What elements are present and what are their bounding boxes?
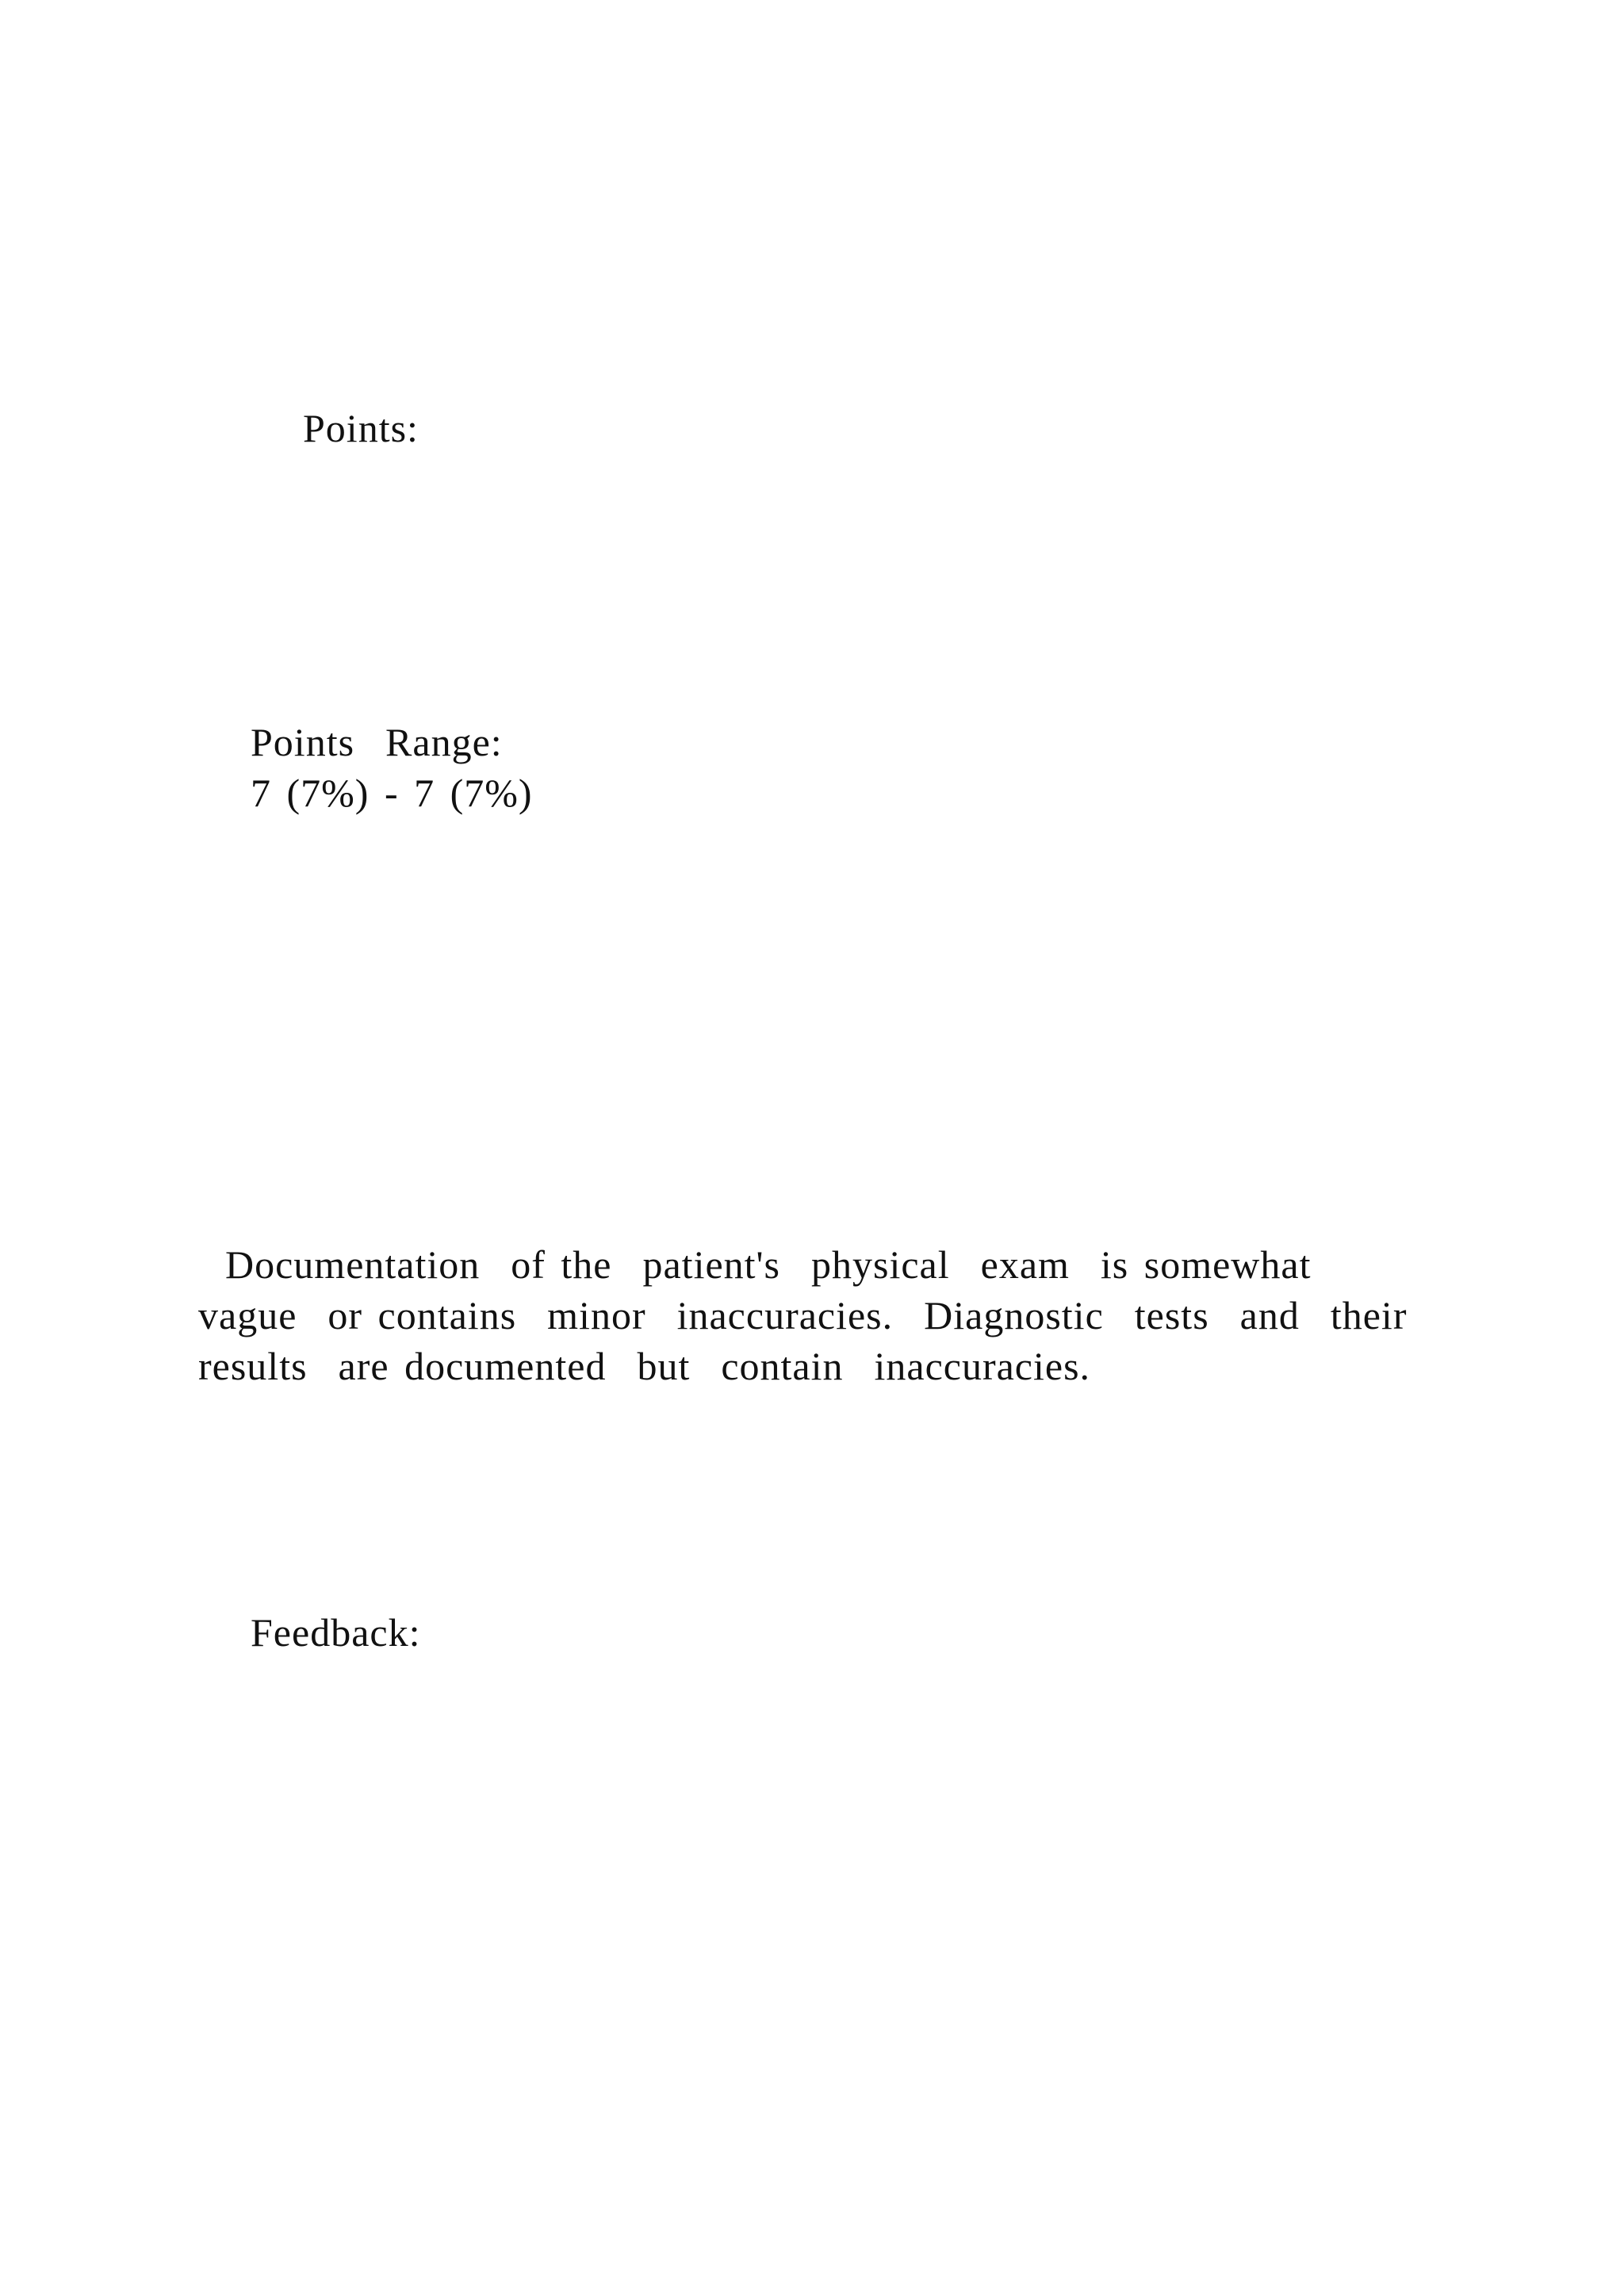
points-range-label: Points Range: — [251, 720, 503, 764]
criterion-description — [198, 1239, 1435, 1391]
points-label: Points: — [303, 406, 419, 450]
points-range-value: 7 (7%) - 7 (7%) — [251, 771, 533, 815]
feedback-label: Feedback: — [251, 1610, 421, 1655]
description-line: Documentation of the patient's physical exam is somewhat — [225, 1242, 1312, 1287]
description-line: results are documented but contain inaccuracies. — [198, 1344, 1091, 1388]
description-line: vague or contains minor inaccuracies. Diagnostic tests and their — [198, 1293, 1408, 1337]
